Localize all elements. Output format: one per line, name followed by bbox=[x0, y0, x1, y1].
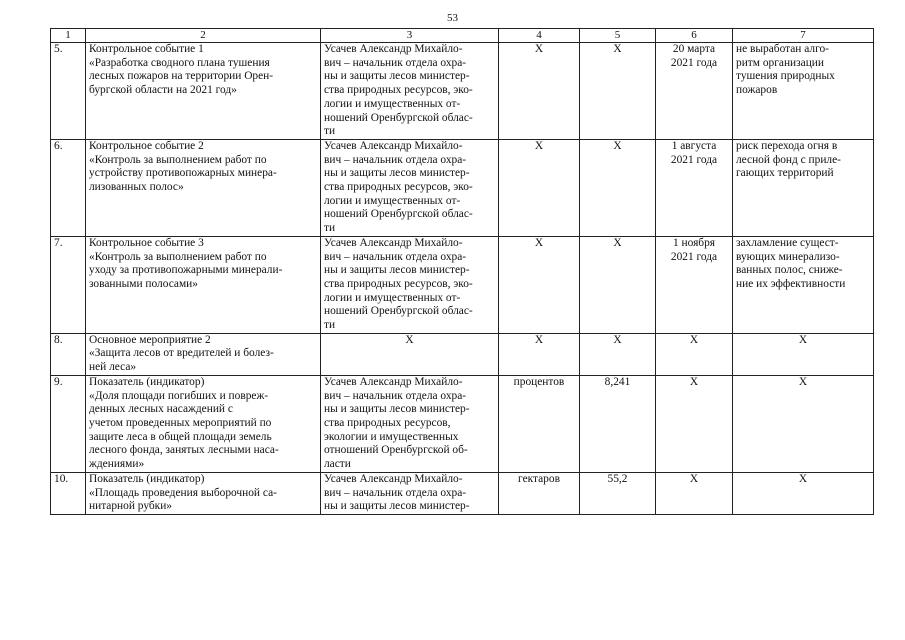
table-row bbox=[51, 236, 874, 333]
document-table bbox=[50, 28, 874, 515]
table-row bbox=[51, 139, 874, 236]
column-header-7: 7 bbox=[733, 29, 874, 43]
responsible-cell: Усачев Александр Михайло- вич – начальник отдела охра- ны и защиты лесов министер- ства природных ресурсов, эко- логии и имущественных от- ношений Оренбургской облас- ти bbox=[321, 139, 499, 236]
responsible-cell: Усачев Александр Михайло- вич – начальник отдела охра- ны и защиты лесов министер- bbox=[321, 472, 499, 514]
page-number: 53 bbox=[447, 12, 458, 24]
responsible-cell: Усачев Александр Михайло- вич – начальник отдела охра- ны и защиты лесов министер- ства природных ресурсов, экологии и имущественных отношений Оренбургской об- ласти bbox=[321, 375, 499, 472]
risk-cell: риск перехода огня в лесной фонд с приле- гающих территорий bbox=[733, 139, 874, 236]
date-cell: Х bbox=[656, 333, 733, 375]
value-cell: Х bbox=[580, 43, 656, 140]
responsible-cell: Х bbox=[321, 333, 499, 375]
indicator-name-cell: Показатель (индикатор) «Доля площади погибших и повреж- денных лесных насаждений с учетом проведенных мероприятий по защите леса в общей площади земель лесного фонда, занятых лесными наса- ждениями» bbox=[86, 375, 321, 472]
risk-cell: не выработан алго- ритм организации тушения природных пожаров bbox=[733, 43, 874, 140]
row-number: 9. bbox=[51, 375, 86, 472]
column-header-5: 5 bbox=[580, 29, 656, 43]
risk-cell: захламление сущест- вующих минерализо- ванных полос, сниже- ние их эффективности bbox=[733, 236, 874, 333]
unit-cell: Х bbox=[499, 236, 580, 333]
event-name-cell: Контрольное событие 1 «Разработка сводного плана тушения лесных пожаров на территории Орен- бургской области на 2021 год» bbox=[86, 43, 321, 140]
risk-cell: Х bbox=[733, 472, 874, 514]
row-number: 8. bbox=[51, 333, 86, 375]
value-cell: Х bbox=[580, 139, 656, 236]
table-row bbox=[51, 472, 874, 514]
risk-cell: Х bbox=[733, 333, 874, 375]
date-cell: 1 августа 2021 года bbox=[656, 139, 733, 236]
row-number: 5. bbox=[51, 43, 86, 140]
row-number: 10. bbox=[51, 472, 86, 514]
value-cell: Х bbox=[580, 333, 656, 375]
column-header-2: 2 bbox=[86, 29, 321, 43]
date-cell: Х bbox=[656, 375, 733, 472]
event-name-cell: Контрольное событие 2 «Контроль за выполнением работ по устройству противопожарных минера- лизованных полос» bbox=[86, 139, 321, 236]
date-cell: Х bbox=[656, 472, 733, 514]
table-row bbox=[51, 375, 874, 472]
indicator-name-cell: Показатель (индикатор) «Площадь проведения выборочной са- нитарной рубки» bbox=[86, 472, 321, 514]
value-cell: 8,241 bbox=[580, 375, 656, 472]
row-number: 6. bbox=[51, 139, 86, 236]
event-name-cell: Основное мероприятие 2 «Защита лесов от вредителей и болез- ней леса» bbox=[86, 333, 321, 375]
responsible-cell: Усачев Александр Михайло- вич – начальник отдела охра- ны и защиты лесов министер- ства природных ресурсов, эко- логии и имущественных от- ношений Оренбургской облас- ти bbox=[321, 236, 499, 333]
table-row bbox=[51, 333, 874, 375]
unit-cell: гектаров bbox=[499, 472, 580, 514]
table-row bbox=[51, 43, 874, 140]
value-cell: Х bbox=[580, 236, 656, 333]
header-row bbox=[51, 29, 874, 43]
row-number: 7. bbox=[51, 236, 86, 333]
column-header-3: 3 bbox=[321, 29, 499, 43]
column-header-4: 4 bbox=[499, 29, 580, 43]
unit-cell: Х bbox=[499, 333, 580, 375]
unit-cell: Х bbox=[499, 139, 580, 236]
risk-cell: Х bbox=[733, 375, 874, 472]
date-cell: 1 ноября 2021 года bbox=[656, 236, 733, 333]
column-header-1: 1 bbox=[51, 29, 86, 43]
responsible-cell: Усачев Александр Михайло- вич – начальник отдела охра- ны и защиты лесов министер- ства природных ресурсов, эко- логии и имущественных от- ношений Оренбургской облас- ти bbox=[321, 43, 499, 140]
date-cell: 20 марта 2021 года bbox=[656, 43, 733, 140]
unit-cell: процентов bbox=[499, 375, 580, 472]
value-cell: 55,2 bbox=[580, 472, 656, 514]
column-header-6: 6 bbox=[656, 29, 733, 43]
event-name-cell: Контрольное событие 3 «Контроль за выполнением работ по уходу за противопожарными минерали- зованными полосами» bbox=[86, 236, 321, 333]
unit-cell: Х bbox=[499, 43, 580, 140]
